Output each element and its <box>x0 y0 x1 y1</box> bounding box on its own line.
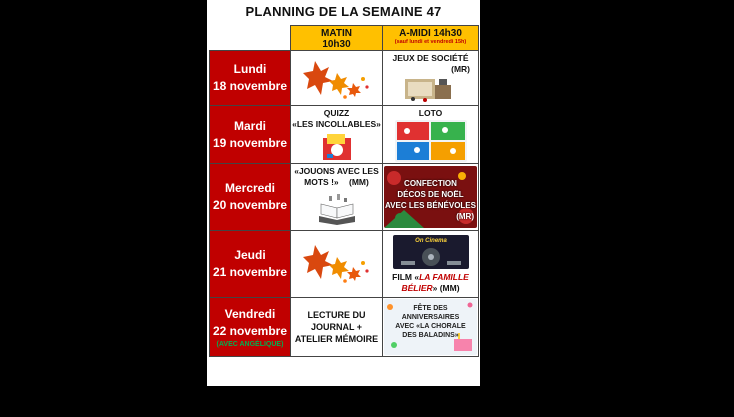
autumn-leaves-icon <box>301 57 373 103</box>
page-title: PLANNING DE LA SEMAINE 47 <box>245 4 442 19</box>
planning-sheet <box>207 0 480 386</box>
open-book-icon <box>317 194 357 226</box>
wednesday-morning: «JOUONS AVEC LES MOTS !» (MM) <box>291 164 383 231</box>
day-tuesday: Mardi 19 novembre <box>210 106 291 164</box>
wednesday-afternoon: CONFECTION DÉCOS DE NOËL AVEC LES BÉNÉVOLES (MR) <box>383 164 479 231</box>
header-afternoon: A-MIDI 14h30 (sauf lundi et vendredi 15h) <box>383 26 479 51</box>
friday-morning: LECTURE DU JOURNAL + ATELIER MÉMOIRE <box>291 298 383 357</box>
friday-afternoon: FÊTE DES ANNIVERSAIRES AVEC «LA CHORALE DES BALADINS» <box>383 298 479 357</box>
day-thursday: Jeudi 21 novembre <box>210 231 291 298</box>
loto-cards-icon <box>395 120 467 162</box>
tuesday-morning: QUIZZ «LES INCOLLABLES» <box>291 106 383 164</box>
day-friday: Vendredi 22 novembre (AVEC ANGÉLIQUE) <box>210 298 291 357</box>
thursday-afternoon: On Cinema FILM «LA FAMILLE BÉLIER» (MM) <box>383 231 479 298</box>
tuesday-afternoon: LOTO <box>383 106 479 164</box>
schedule-table <box>209 25 479 357</box>
day-monday: Lundi 18 novembre <box>210 51 291 106</box>
header-empty-cell <box>210 26 291 51</box>
autumn-leaves-icon <box>301 241 373 287</box>
board-games-icon <box>405 75 453 103</box>
monday-morning <box>291 51 383 106</box>
monday-afternoon: JEUX DE SOCIÉTÉ (MR) <box>383 51 479 106</box>
day-wednesday: Mercredi 20 novembre <box>210 164 291 231</box>
header-morning: MATIN 10h30 <box>291 26 383 51</box>
quiz-game-icon <box>321 132 353 162</box>
cinema-icon: On Cinema <box>393 235 469 269</box>
thursday-morning <box>291 231 383 298</box>
